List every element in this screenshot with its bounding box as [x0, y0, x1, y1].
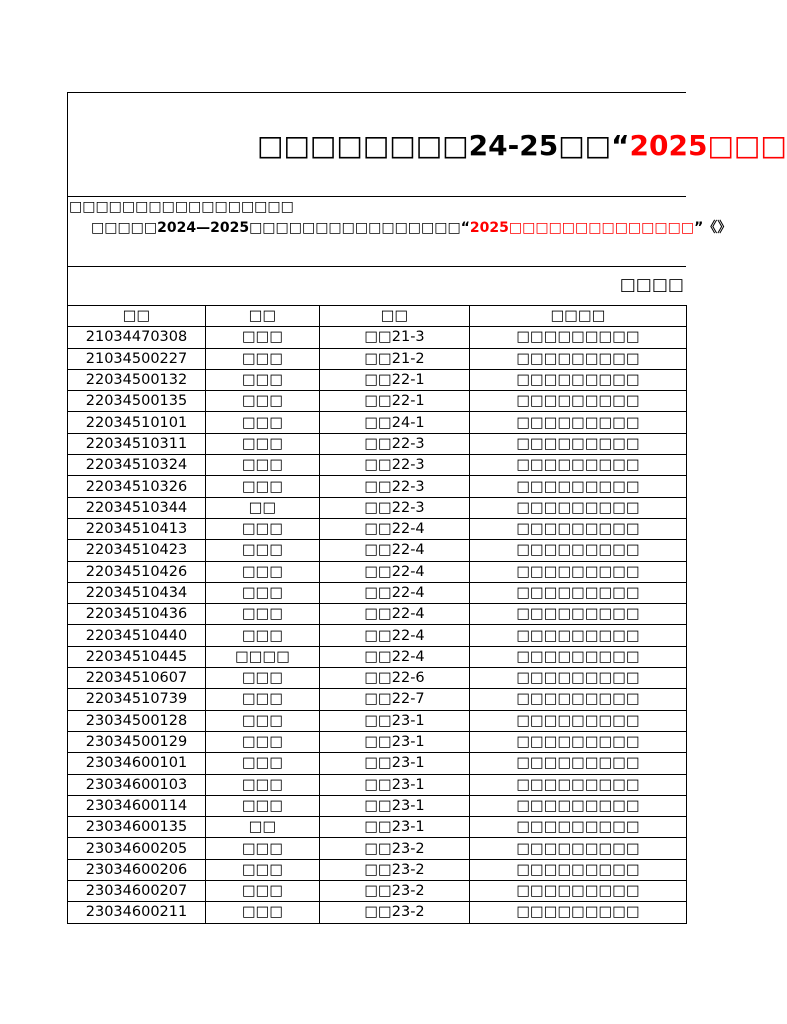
cell-student-id: 23034600103 [68, 774, 206, 795]
cell-class: □□22-4 [320, 582, 470, 603]
cell-student-id: 22034510607 [68, 668, 206, 689]
cell-class: □□22-1 [320, 391, 470, 412]
cell-class: □□22-3 [320, 497, 470, 518]
cell-name: □□□ [206, 348, 320, 369]
cell-name: □□□ [206, 582, 320, 603]
cell-award: □□□□□□□□□ [470, 625, 687, 646]
cell-name: □□□ [206, 327, 320, 348]
cell-name: □□□ [206, 561, 320, 582]
table-row [68, 497, 687, 518]
cell-name: □□□ [206, 433, 320, 454]
cell-award: □□□□□□□□□ [470, 561, 687, 582]
cell-class: □□23-1 [320, 774, 470, 795]
table-body [68, 327, 687, 923]
cell-class: □□21-2 [320, 348, 470, 369]
header-student-id: □□ [68, 306, 206, 327]
table-row [68, 518, 687, 539]
cell-student-id: 23034600205 [68, 838, 206, 859]
cell-name: □□□ [206, 753, 320, 774]
notice-cell [67, 197, 732, 267]
cell-name: □□□ [206, 391, 320, 412]
table-row [68, 881, 687, 902]
spreadsheet [67, 92, 787, 924]
cell-name: □□□ [206, 881, 320, 902]
cell-class: □□22-3 [320, 455, 470, 476]
cell-name: □□□ [206, 518, 320, 539]
cell-award: □□□□□□□□□ [470, 646, 687, 667]
table-row [68, 774, 687, 795]
cell-class: □□22-4 [320, 604, 470, 625]
notice-body-text: □□□□□2024—2025□□□□□□□□□□□□□□□□“ [91, 220, 470, 236]
cell-student-id: 22034510324 [68, 455, 206, 476]
table-row [68, 731, 687, 752]
cell-student-id: 22034510326 [68, 476, 206, 497]
cell-student-id: 22034510423 [68, 540, 206, 561]
cell-student-id: 22034510436 [68, 604, 206, 625]
cell-class: □□23-2 [320, 902, 470, 923]
cell-class: □□22-6 [320, 668, 470, 689]
notice-highlight: 2025□□□□□□□□□□□□□□ [469, 220, 695, 236]
cell-name: □□□ [206, 412, 320, 433]
table-row [68, 433, 687, 454]
cell-student-id: 23034600207 [68, 881, 206, 902]
cell-award: □□□□□□□□□ [470, 859, 687, 880]
table-row [68, 710, 687, 731]
notice-body [91, 217, 731, 237]
cell-award: □□□□□□□□□ [470, 391, 687, 412]
cell-student-id: 23034500129 [68, 731, 206, 752]
cell-name: □□□ [206, 689, 320, 710]
cell-class: □□23-1 [320, 817, 470, 838]
table-row [68, 753, 687, 774]
label-cell [67, 267, 686, 305]
cell-award: □□□□□□□□□ [470, 881, 687, 902]
cell-award: □□□□□□□□□ [470, 540, 687, 561]
table-row [68, 369, 687, 390]
cell-award: □□□□□□□□□ [470, 817, 687, 838]
cell-name: □□ [206, 817, 320, 838]
table-row [68, 604, 687, 625]
header-name: □□ [206, 306, 320, 327]
table-row [68, 902, 687, 923]
cell-student-id: 22034510344 [68, 497, 206, 518]
cell-name: □□ [206, 497, 320, 518]
cell-name: □□□ [206, 774, 320, 795]
cell-award: □□□□□□□□□ [470, 710, 687, 731]
table-row [68, 689, 687, 710]
title-text: □□□□□□□□24-25□□“ [257, 129, 630, 162]
cell-class: □□23-2 [320, 838, 470, 859]
cell-name: □□□ [206, 710, 320, 731]
cell-class: □□22-4 [320, 540, 470, 561]
cell-name: □□□ [206, 731, 320, 752]
cell-name: □□□ [206, 838, 320, 859]
cell-class: □□23-1 [320, 710, 470, 731]
table-row [68, 391, 687, 412]
cell-student-id: 22034510413 [68, 518, 206, 539]
cell-award: □□□□□□□□□ [470, 753, 687, 774]
table-row [68, 455, 687, 476]
cell-student-id: 22034510434 [68, 582, 206, 603]
cell-student-id: 22034510426 [68, 561, 206, 582]
cell-award: □□□□□□□□□ [470, 838, 687, 859]
cell-award: □□□□□□□□□ [470, 497, 687, 518]
cell-class: □□22-4 [320, 646, 470, 667]
cell-student-id: 23034600101 [68, 753, 206, 774]
cell-name: □□□ [206, 540, 320, 561]
table-row [68, 327, 687, 348]
cell-award: □□□□□□□□□ [470, 689, 687, 710]
table-row [68, 412, 687, 433]
table-row [68, 859, 687, 880]
header-award: □□□□ [470, 306, 687, 327]
cell-student-id: 22034510739 [68, 689, 206, 710]
cell-class: □□21-3 [320, 327, 470, 348]
cell-award: □□□□□□□□□ [470, 369, 687, 390]
cell-class: □□22-3 [320, 476, 470, 497]
table-row [68, 795, 687, 816]
cell-award: □□□□□□□□□ [470, 518, 687, 539]
cell-class: □□22-4 [320, 625, 470, 646]
cell-name: □□□ [206, 668, 320, 689]
table-row [68, 668, 687, 689]
cell-award: □□□□□□□□□ [470, 774, 687, 795]
cell-class: □□22-3 [320, 433, 470, 454]
cell-student-id: 22034510101 [68, 412, 206, 433]
cell-name: □□□ [206, 604, 320, 625]
cell-name: □□□ [206, 455, 320, 476]
cell-award: □□□□□□□□□ [470, 455, 687, 476]
cell-student-id: 22034500132 [68, 369, 206, 390]
table-header-row [68, 306, 687, 327]
notice-recipient: □□□□□□□□□□□□□□□□□ [69, 199, 294, 215]
table-row [68, 561, 687, 582]
cell-class: □□23-1 [320, 795, 470, 816]
cell-award: □□□□□□□□□ [470, 476, 687, 497]
page-title [257, 129, 787, 163]
cell-class: □□22-1 [320, 369, 470, 390]
cell-class: □□23-1 [320, 753, 470, 774]
cell-student-id: 23034600211 [68, 902, 206, 923]
cell-award: □□□□□□□□□ [470, 433, 687, 454]
cell-award: □□□□□□□□□ [470, 668, 687, 689]
cell-award: □□□□□□□□□ [470, 731, 687, 752]
cell-class: □□23-2 [320, 859, 470, 880]
cell-class: □□22-4 [320, 561, 470, 582]
header-class: □□ [320, 306, 470, 327]
cell-student-id: 21034470308 [68, 327, 206, 348]
cell-student-id: 23034600135 [68, 817, 206, 838]
notice-body-suffix: ”《》 [694, 220, 732, 236]
cell-name: □□□ [206, 625, 320, 646]
cell-class: □□23-2 [320, 881, 470, 902]
cell-name: □□□ [206, 476, 320, 497]
table-row [68, 838, 687, 859]
cell-name: □□□ [206, 859, 320, 880]
cell-award: □□□□□□□□□ [470, 412, 687, 433]
cell-award: □□□□□□□□□ [470, 327, 687, 348]
table-row [68, 476, 687, 497]
table-row [68, 540, 687, 561]
cell-student-id: 23034500128 [68, 710, 206, 731]
cell-name: □□□ [206, 795, 320, 816]
cell-class: □□24-1 [320, 412, 470, 433]
table-row [68, 582, 687, 603]
student-table [67, 305, 687, 924]
cell-student-id: 21034500227 [68, 348, 206, 369]
cell-award: □□□□□□□□□ [470, 604, 687, 625]
cell-name: □□□ [206, 902, 320, 923]
table-row [68, 625, 687, 646]
right-label: □□□□ [619, 275, 684, 295]
cell-class: □□23-1 [320, 731, 470, 752]
cell-student-id: 22034510440 [68, 625, 206, 646]
title-cell [67, 92, 787, 197]
table-row [68, 817, 687, 838]
title-highlight: 2025□□□ [629, 129, 787, 162]
cell-student-id: 22034510445 [68, 646, 206, 667]
cell-student-id: 22034510311 [68, 433, 206, 454]
cell-student-id: 23034600114 [68, 795, 206, 816]
cell-award: □□□□□□□□□ [470, 348, 687, 369]
table-row [68, 348, 687, 369]
cell-class: □□22-4 [320, 518, 470, 539]
cell-student-id: 23034600206 [68, 859, 206, 880]
cell-student-id: 22034500135 [68, 391, 206, 412]
cell-award: □□□□□□□□□ [470, 902, 687, 923]
cell-award: □□□□□□□□□ [470, 582, 687, 603]
cell-name: □□□□ [206, 646, 320, 667]
cell-class: □□22-7 [320, 689, 470, 710]
cell-award: □□□□□□□□□ [470, 795, 687, 816]
cell-name: □□□ [206, 369, 320, 390]
table-row [68, 646, 687, 667]
